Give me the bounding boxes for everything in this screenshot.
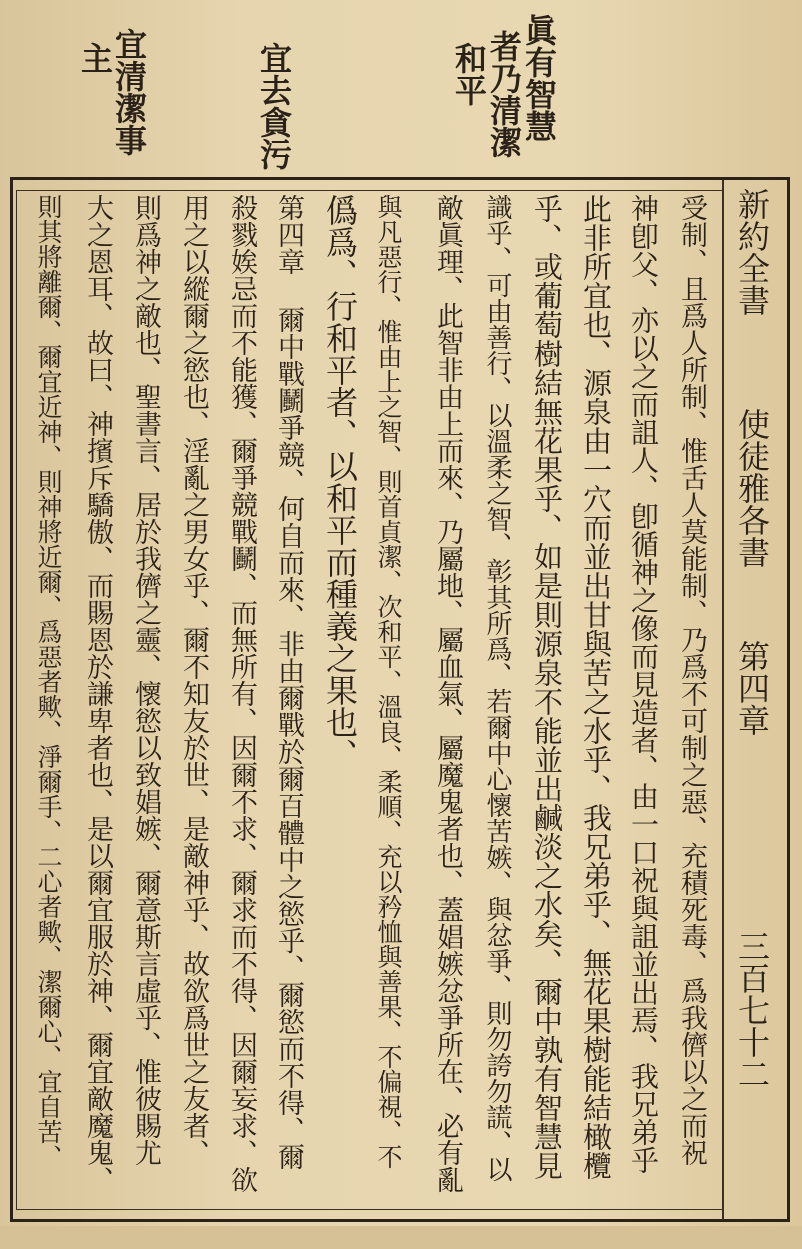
margin-note-4: 宜去貪污 — [255, 42, 293, 170]
text-column-8: 僞爲、行和平者、以和平而種義之果也、 — [321, 194, 359, 770]
bottom-margin — [0, 1226, 802, 1249]
margin-note-5: 宜清潔事 — [110, 28, 148, 156]
page-number: 三百七十二 — [733, 930, 771, 1090]
text-column-13: 大之恩耳、故曰、神擯斥驕傲、而賜恩於謙卑者也、是以爾宜服於神、爾宜敵魔鬼、 — [82, 194, 113, 1193]
text-column-14: 則其將離爾、爾宜近神、則神將近爾、爲惡者歟、淨爾手、二心者歟、潔爾心、宜自苦、 — [34, 194, 63, 1169]
epistle-title: 使徒雅各書 — [733, 408, 771, 568]
text-column-6: 敵眞理、此智非由上而來、乃屬地、屬血氣、屬魔鬼者也、蓋娼嫉忿爭所在、必有亂 — [432, 194, 463, 1193]
text-column-11: 用之以縱爾之慾也、淫亂之男女乎、爾不知友於世、是敵神乎、故欲爲世之友者、 — [178, 194, 209, 1166]
margin-note-2: 者乃清潔 — [485, 30, 523, 158]
text-column-7: 與凡惡行、惟由上之智、則首貞潔、次和平、溫良、柔順、充以矜恤與善果、不偏視、不 — [374, 194, 403, 1169]
text-column-12: 則爲神之敵也、聖書言、居於我儕之靈、懷慾以致娼嫉、爾意斯言虛乎、惟彼賜尤 — [130, 194, 161, 1166]
book-title: 新約全書 — [733, 188, 771, 316]
text-column-5: 識乎、可由善行、以溫柔之智、彰其所爲、若爾中心懷苦嫉、與忿爭、則勿誇勿謊、以 — [482, 194, 512, 1182]
margin-note-1: 眞有智慧 — [520, 14, 558, 142]
text-column-2: 神卽父、亦以之而詛人、卽循神之像而見造者、由一口祝與詛並出焉、我兄弟乎 — [627, 194, 660, 1174]
text-column-1: 受制、且爲人所制、惟舌人莫能制、乃爲不可制之惡、充積死毒、爲我儕以之而祝 — [676, 194, 707, 1166]
header-divider — [722, 180, 724, 1220]
text-column-4: 乎、或葡萄樹結無花果乎、如是則源泉不能並出鹹淡之水矣、爾中孰有智慧見 — [530, 194, 564, 1180]
margin-note-3: 和平 — [450, 42, 488, 106]
text-frame — [16, 190, 723, 1210]
margin-note-6: 主 — [76, 42, 114, 74]
chapter-label: 第四章 — [733, 640, 771, 736]
text-column-10: 殺戮娭忌而不能獲、爾爭競戰鬭、而無所有、因爾不求、爾求而不得、因爾妄求、欲 — [226, 194, 257, 1193]
text-column-9: 第四章 爾中戰鬭爭競、何自而來、非由爾戰於爾百體中之慾乎、爾慾而不得、爾 — [273, 194, 304, 1170]
text-column-3: 此非所宜也、源泉由一穴而並出甘與苦之水乎、我兄弟乎、無花果樹能結橄欖 — [579, 194, 613, 1180]
